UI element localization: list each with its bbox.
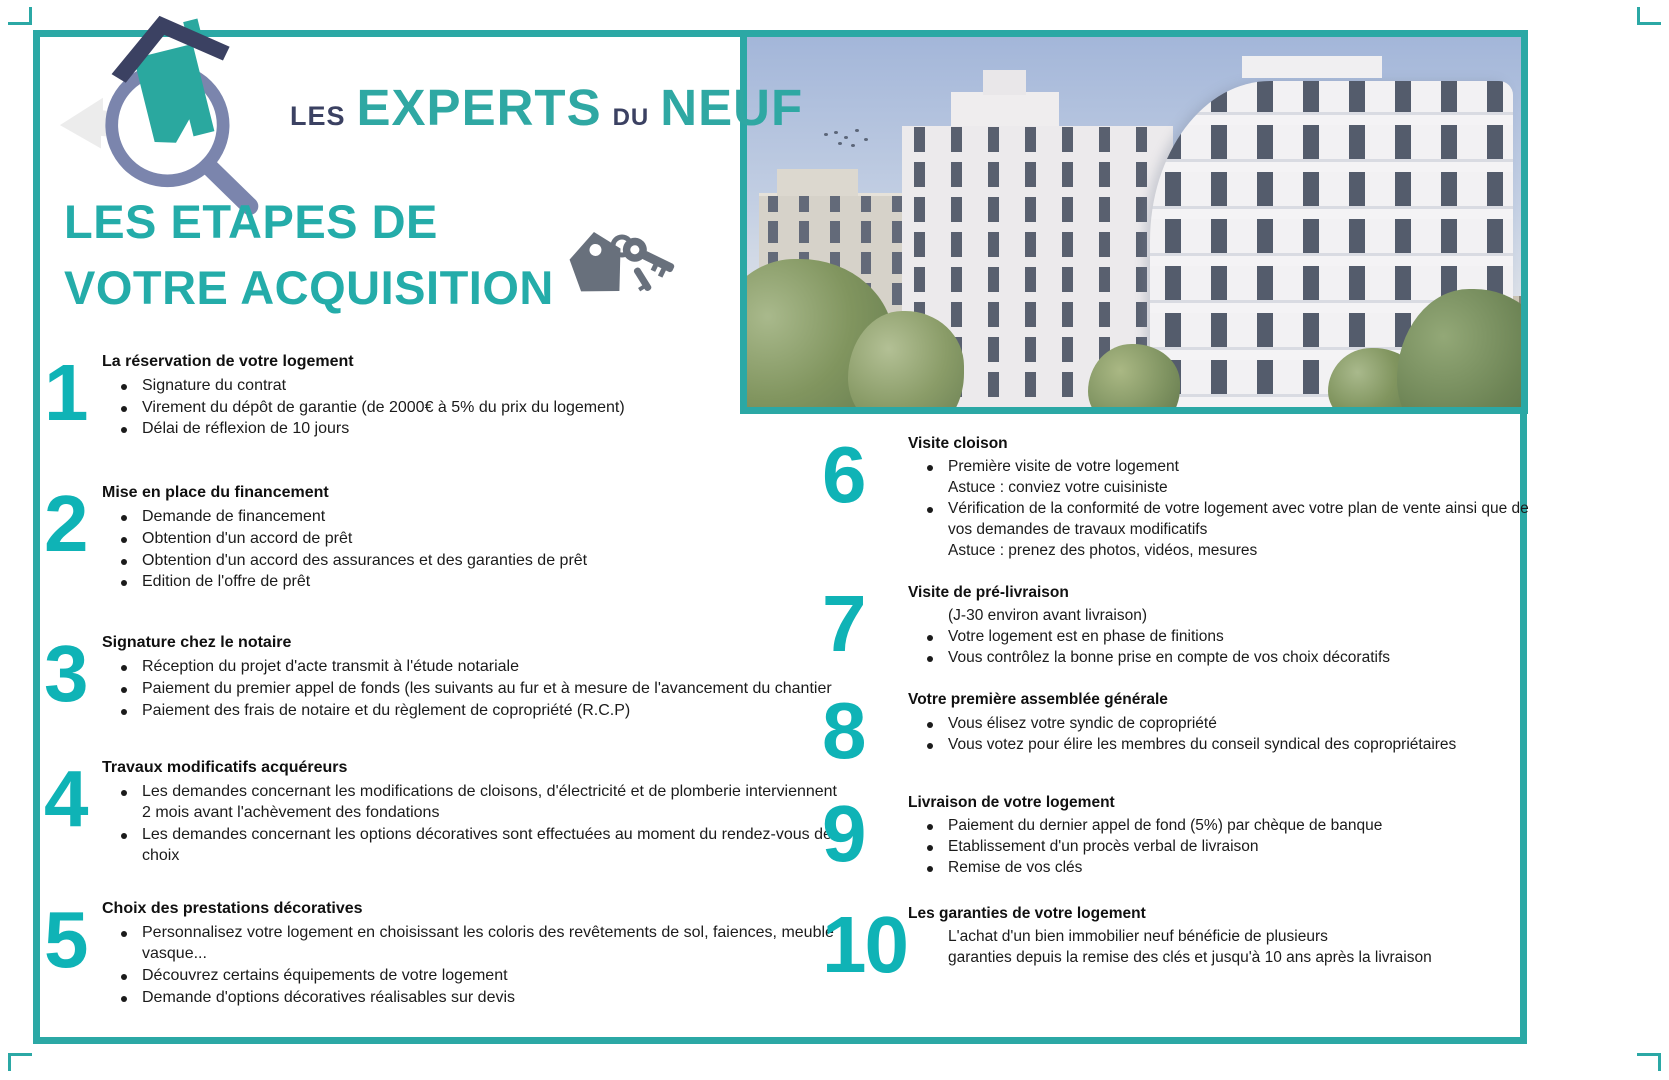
step-bullet-item: Demande de financement bbox=[102, 507, 848, 528]
corner-mark-bottom-right bbox=[1637, 1053, 1661, 1071]
step-item-list bbox=[102, 657, 848, 721]
step-heading: Les garanties de votre logement bbox=[908, 904, 1146, 922]
step-5 bbox=[44, 895, 856, 1009]
step-note-item: (J-30 environ avant livraison) bbox=[948, 606, 1148, 624]
step-4 bbox=[44, 754, 856, 867]
step-10 bbox=[822, 899, 1562, 989]
step-bullet-item: Vous élisez votre syndic de copropriété bbox=[908, 714, 1550, 734]
step-note-item: Astuce : prenez des photos, vidéos, mesures bbox=[948, 541, 1258, 559]
page-title bbox=[64, 195, 554, 314]
step-1 bbox=[44, 348, 856, 441]
step-heading: Travaux modificatifs acquéreurs bbox=[102, 759, 348, 777]
step-item-list bbox=[102, 507, 848, 593]
step-8 bbox=[822, 686, 1562, 776]
birds bbox=[824, 133, 828, 136]
step-heading: Mise en place du financement bbox=[102, 484, 329, 502]
step-6 bbox=[822, 430, 1562, 562]
step-bullet-item: Vérification de la conformité de votre logement avec votre plan de vente ainsi que de vos demandes de travaux modificatifs bbox=[908, 499, 1550, 539]
step-item-list bbox=[908, 927, 1550, 968]
step-number-4: 4 bbox=[44, 754, 87, 844]
step-bullet-item: Edition de l'offre de prêt bbox=[102, 572, 848, 593]
step-heading: La réservation de votre logement bbox=[102, 353, 354, 370]
step-bullet-item: Etablissement d'un procès verbal de livraison bbox=[908, 837, 1550, 857]
step-number-7: 7 bbox=[822, 578, 865, 668]
step-9 bbox=[822, 789, 1562, 880]
step-heading: Visite cloison bbox=[908, 435, 1008, 452]
step-bullet-item: Votre logement est en phase de finitions bbox=[908, 627, 1550, 647]
corner-mark-bottom-left bbox=[8, 1053, 32, 1071]
step-number-1: 1 bbox=[44, 348, 87, 437]
step-bullet-item: Paiement du premier appel de fonds (les suivants au fur et à mesure de l'avancement du chantier bbox=[102, 679, 848, 700]
step-bullet-item: Remise de vos clés bbox=[908, 858, 1550, 878]
step-item-list bbox=[102, 923, 848, 1008]
step-bullet-item: Demande d'options décoratives réalisables sur devis bbox=[102, 988, 848, 1009]
step-number-2: 2 bbox=[44, 479, 87, 569]
step-heading: Choix des prestations décoratives bbox=[102, 900, 363, 918]
step-heading: Livraison de votre logement bbox=[908, 794, 1115, 811]
step-note-item: L'achat d'un bien immobilier neuf bénéficie de plusieurs bbox=[948, 927, 1328, 945]
rooftop-structure bbox=[1242, 56, 1381, 78]
logo-word-experts: EXPERTS bbox=[356, 79, 602, 136]
page-title-line2: VOTRE ACQUISITION bbox=[64, 261, 554, 314]
steps-column-right bbox=[822, 430, 1562, 998]
logo-word-du: DU bbox=[612, 104, 650, 131]
step-bullet-item: Virement du dépôt de garantie (de 2000€ à 5% du prix du logement) bbox=[102, 398, 848, 419]
step-number-9: 9 bbox=[822, 789, 865, 878]
page-title-line1: LES ETAPES DE bbox=[64, 195, 438, 248]
step-bullet-item: Délai de réflexion de 10 jours bbox=[102, 419, 848, 440]
step-bullet-item: Personnalisez votre logement en choisissant les coloris des revêtements de sol, faiences, meuble vasque... bbox=[102, 923, 848, 965]
step-heading: Votre première assemblée générale bbox=[908, 691, 1168, 709]
step-number-6: 6 bbox=[822, 430, 865, 519]
step-bullet-item: Signature du contrat bbox=[102, 376, 848, 397]
logo-wordmark bbox=[290, 78, 803, 137]
step-bullet-item: Vous votez pour élire les membres du conseil syndical des copropriétaires bbox=[908, 735, 1550, 755]
corner-mark-top-left bbox=[8, 7, 32, 25]
step-note-item: garanties depuis la remise des clés et jusqu'à 10 ans après la livraison bbox=[948, 948, 1432, 966]
step-number-10: 10 bbox=[822, 899, 907, 989]
step-bullet-item: Paiement du dernier appel de fond (5%) par chèque de banque bbox=[908, 816, 1550, 836]
step-bullet-item: Découvrez certains équipements de votre logement bbox=[102, 966, 848, 987]
logo-word-neuf: NEUF bbox=[660, 79, 804, 136]
house-magnifier-icon bbox=[52, 0, 277, 215]
steps-column-left bbox=[44, 348, 856, 1047]
step-bullet-item: Les demandes concernant les options décoratives sont effectuées au moment du rendez-vous de choix bbox=[102, 825, 848, 867]
step-7 bbox=[822, 578, 1562, 670]
step-bullet-item: Réception du projet d'acte transmit à l'étude notariale bbox=[102, 657, 848, 678]
step-item-list bbox=[908, 457, 1550, 561]
step-bullet-item: Vous contrôlez la bonne prise en compte de vos choix décoratifs bbox=[908, 648, 1550, 668]
step-heading: Signature chez le notaire bbox=[102, 634, 292, 652]
step-item-list bbox=[908, 816, 1550, 878]
step-bullet-item: Les demandes concernant les modifications de cloisons, d'électricité et de plomberie interviennent 2 mois avant l'achèvement des fondations bbox=[102, 782, 848, 824]
step-bullet-item: Obtention d'un accord de prêt bbox=[102, 529, 848, 550]
step-item-list bbox=[908, 606, 1550, 668]
logo bbox=[52, 0, 804, 190]
building-photo bbox=[740, 30, 1528, 414]
logo-word-les: LES bbox=[290, 101, 346, 131]
step-note-item: Astuce : conviez votre cuisiniste bbox=[948, 479, 1168, 497]
step-bullet-item: Obtention d'un accord des assurances et des garanties de prêt bbox=[102, 551, 848, 572]
step-number-5: 5 bbox=[44, 895, 87, 985]
corner-mark-top-right bbox=[1637, 7, 1661, 25]
step-item-list bbox=[102, 782, 848, 866]
step-heading: Visite de pré-livraison bbox=[908, 583, 1069, 601]
step-2 bbox=[44, 479, 856, 594]
step-item-list bbox=[102, 376, 848, 440]
step-bullet-item: Paiement des frais de notaire et du règlement de copropriété (R.C.P) bbox=[102, 701, 848, 722]
step-number-8: 8 bbox=[822, 686, 865, 776]
step-number-3: 3 bbox=[44, 629, 87, 719]
house-keys-icon bbox=[556, 216, 682, 312]
step-item-list bbox=[908, 714, 1550, 755]
step-3 bbox=[44, 629, 856, 722]
step-bullet-item: Première visite de votre logement bbox=[908, 457, 1550, 477]
